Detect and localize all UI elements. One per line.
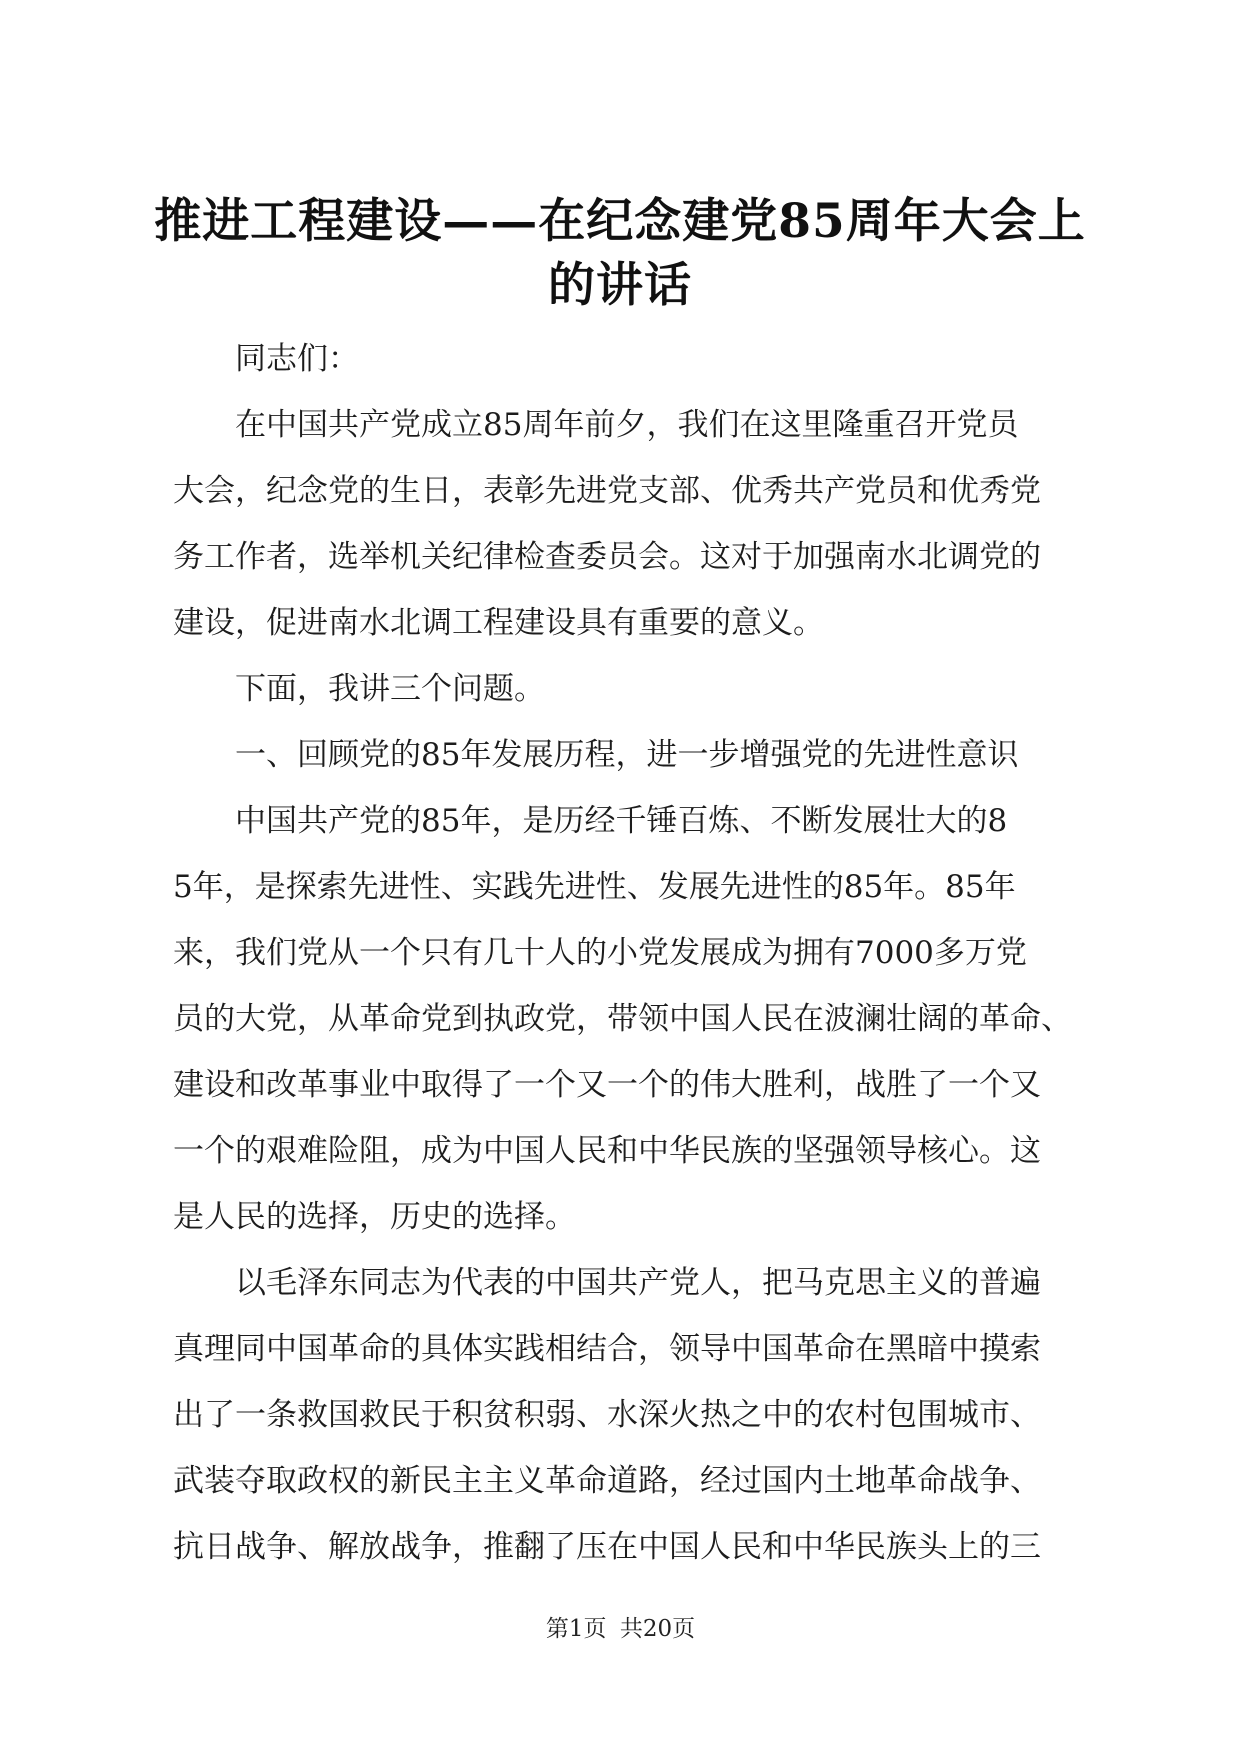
paragraph-line: 出了一条救国救民于积贫积弱、水深火热之中的农村包围城市、 xyxy=(173,1397,1041,1433)
paragraph-line: 务工作者，选举机关纪律检查委员会。这对于加强南水北调党的 xyxy=(173,539,1041,575)
section-heading: 一、回顾党的85年发展历程，进一步增强党的先进性意识 xyxy=(173,737,1019,773)
paragraph-line: 武装夺取政权的新民主主义革命道路，经过国内土地革命战争、 xyxy=(173,1463,1041,1499)
paragraph-line: 在中国共产党成立85周年前夕，我们在这里隆重召开党员 xyxy=(173,407,1019,443)
document-title-line-1: 推进工程建设——在纪念建党85周年大会上 xyxy=(154,194,1086,249)
paragraph-line: 来，我们党从一个只有几十人的小党发展成为拥有7000多万党 xyxy=(173,935,1027,971)
salutation: 同志们： xyxy=(173,341,359,377)
paragraph-line: 一个的艰难险阻，成为中国人民和中华民族的坚强领导核心。这 xyxy=(173,1133,1041,1169)
paragraph-line: 下面，我讲三个问题。 xyxy=(173,671,545,707)
page-number-footer: 第1页 共20页 xyxy=(545,1616,696,1642)
paragraph-line: 真理同中国革命的具体实践相结合，领导中国革命在黑暗中摸索 xyxy=(173,1331,1041,1367)
paragraph-line: 抗日战争、解放战争，推翻了压在中国人民和中华民族头上的三 xyxy=(173,1529,1041,1565)
paragraph-line: 中国共产党的85年，是历经千锤百炼、不断发展壮大的8 xyxy=(173,803,1008,839)
paragraph-line: 大会，纪念党的生日，表彰先进党支部、优秀共产党员和优秀党 xyxy=(173,473,1041,509)
document-title-line-2: 的讲话 xyxy=(548,258,692,313)
paragraph-line: 员的大党，从革命党到执政党，带领中国人民在波澜壮阔的革命、 xyxy=(173,1001,1072,1037)
paragraph-line: 以毛泽东同志为代表的中国共产党人，把马克思主义的普遍 xyxy=(173,1265,1041,1301)
paragraph-line: 建设，促进南水北调工程建设具有重要的意义。 xyxy=(173,605,824,641)
paragraph-line: 5年，是探索先进性、实践先进性、发展先进性的85年。85年 xyxy=(173,869,1016,905)
paragraph-line: 建设和改革事业中取得了一个又一个的伟大胜利，战胜了一个又 xyxy=(173,1067,1041,1103)
paragraph-line: 是人民的选择，历史的选择。 xyxy=(173,1199,576,1235)
